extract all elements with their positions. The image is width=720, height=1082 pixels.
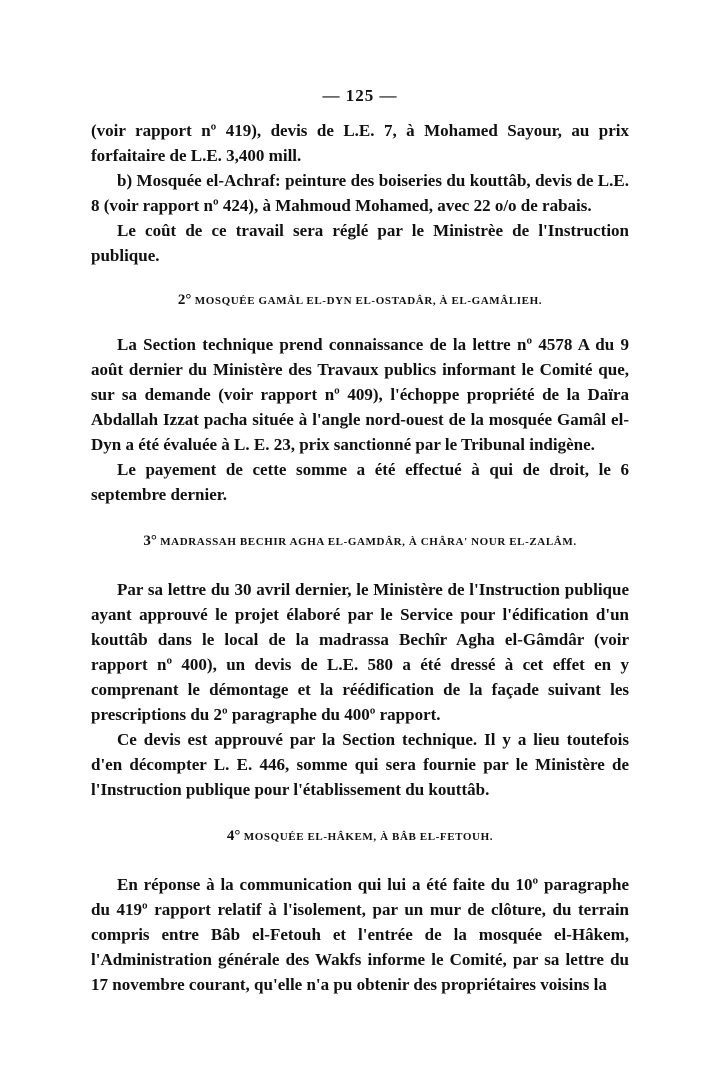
section-heading-mosquee-el-hakem — [91, 824, 629, 850]
paragraph-mosquee-el-achraf: b) Mosquée el-Achraf: peinture des boiseries du kouttâb, devis de L.E. 8 (voir rapport nº 424), à Mahmoud Mohamed, avec 22 o/o de rabais. — [91, 171, 629, 215]
section-title: MADRASSAH BECHIR AGHA EL-GAMDÂR, À CHÂRA' NOUR EL-ZALÂM. — [160, 536, 577, 548]
paragraph-cout-travail: Le coût de ce travail sera réglé par le Ministrèe de l'Instruction publique. — [91, 221, 629, 265]
paragraph-section-technique-lettre: La Section technique prend connaissance de la lettre nº 4578 A du 9 août dernier du Ministère des Travaux publics informant le Comité que, sur sa demande (voir rapport nº 409), l'échoppe propriété de la Daïra Abdallah Izzat pacha située à l'angle nord-ouest de la mosquée Gamâl el-Dyn a été évaluée à L. E. 23, prix sanctionné par le Tribunal indigène. — [91, 335, 629, 454]
section-number: 4° — [226, 828, 241, 844]
paragraph-payement: Le payement de cette somme a été effectué à qui de droit, le 6 septembre dernier. — [91, 460, 629, 504]
section-heading-madrassah-bechir-agha — [91, 529, 629, 555]
document-body — [91, 118, 629, 997]
section-title: MOSQUÉE EL-HÂKEM, À BÂB EL-FETOUH. — [243, 831, 494, 843]
page-number: — 125 — — [322, 86, 398, 105]
section-number: 2° — [177, 292, 192, 308]
paragraph-reponse-communication: En réponse à la communication qui lui a été faite du 10º paragraphe du 419º rapport relatif à l'isolement, par un mur de clôture, du terrain compris entre Bâb el-Fetouh et l'entrée de la mosquée el-Hâkem, l'Administration générale des Wakfs informe le Comité, par sa lettre du 17 novembre courant, qu'elle n'a pu obtenir des propriétaires voisins la — [91, 875, 629, 994]
section-number: 3° — [143, 533, 157, 549]
paragraph-continuation: (voir rapport nº 419), devis de L.E. 7, à Mohamed Sayour, au prix forfaitaire de L.E. 3,400 mill. — [91, 121, 629, 165]
section-heading-gamal-el-dyn — [91, 288, 629, 314]
paragraph-lettre-30-avril: Par sa lettre du 30 avril dernier, le Ministère de l'Instruction publique ayant approuvé le projet élaboré par le Service pour l'édification d'un kouttâb dans le local de la madrassa Bechîr Agha el-Gâmdâr (voir rapport nº 400), un devis de L.E. 580 a été dressé à cet effet en y comprenant le démontage et la réédification de la façade suivant les prescriptions du 2º paragraphe du 400º rapport. — [91, 580, 629, 724]
section-title: MOSQUÉE GAMÂL EL-DYN EL-OSTADÂR, À EL-GAMÂLIEH. — [194, 295, 543, 307]
paragraph-devis-approuve: Ce devis est approuvé par la Section technique. Il y a lieu toutefois d'en décompter L. E. 446, somme qui sera fournie par le Ministère de l'Instruction publique pour l'établissement du kouttâb. — [91, 730, 629, 799]
